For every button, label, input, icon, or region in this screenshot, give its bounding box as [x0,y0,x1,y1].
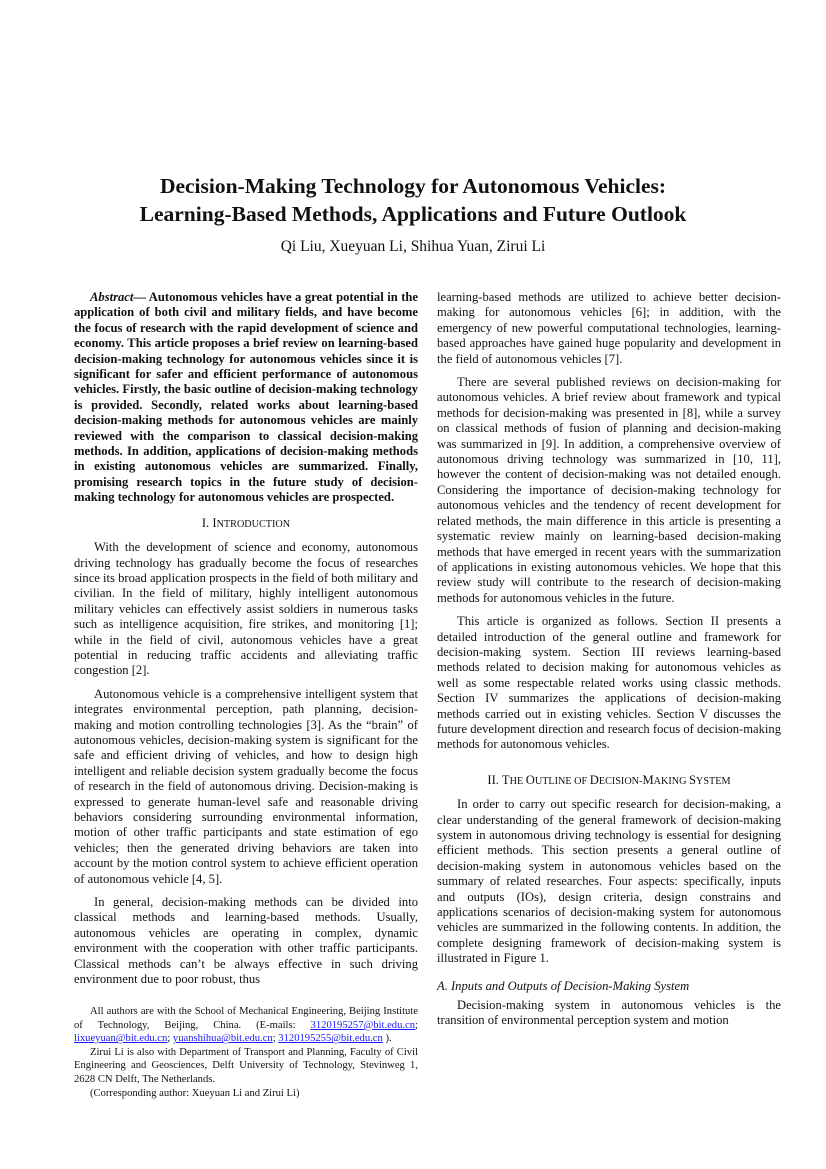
section-heading-outline: II. THE OUTLINE OF DECISION-MAKING SYSTEM [487,772,731,787]
abstract-text: — Autonomous vehicles have a great potential in the application of both civil and military fields, and have become the focus of research with the rapid development of science and economy. This article proposes a brief review on learning-based decision-making technology for autonomous vehicles since it is significant for safer and efficient performance of autonomous vehicles. Firstly, the basic outline of decision-making technology is provided. Secondly, related works about learning-based decision-making methods for autonomous vehicles are mainly reviewed with the comparison to classical decision-making methods. In addition, applications of decision-making methods in existing autonomous vehicles are summarized. Finally, promising research topics in the future study of decision-making technology for autonomous vehicles are prospected. [74,290,418,505]
title-line-1: Decision-Making Technology for Autonomous Vehicles: [159,174,667,198]
intro-paragraph-3: In general, decision-making methods can be divided into classical methods and learning-based methods. Usually, autonomous vehicles are operating in complex, dynamic environment with the cooperation with other traffic participants. Classical methods can’t be always effective in such driving environment due to poor robust, thus [74,895,418,987]
right-column [437,290,781,1029]
intro-paragraph-1: With the development of science and economy, autonomous driving technology has gradually become the focus of researches since its broad application prospects in the field of both military and civilian. In the field of military, highly intelligent autonomous military vehicles can effectively assist soldiers in numerous tasks such as intelligence acquisition, fire strikes, and monitoring [1]; while in the field of civil, autonomous vehicles have a great potential in reducing traffic accidents and alleviating traffic congestion [2]. [74,540,418,678]
inputs-outputs-paragraph: Decision-making system in autonomous vehicles is the transition of environmental perception system and motion [437,998,781,1028]
author-list: Qi Liu, Xueyuan Li, Shihua Yuan, Zirui Li [280,238,546,255]
intro-paragraph-2: Autonomous vehicle is a comprehensive intelligent system that integrates environmental perception, path planning, decision-making and motion controlling technologies [3]. As the “brain” of autonomous vehicles, decision-making system is significant for the safe and efficient driving of vehicles, and how to design high intelligent and reliable decision system gradually become the focus of research in the field of autonomous driving. Decision-making is expressed to generate human-level safe and reasonable driving behaviors considering surrounding environmental information, motion of other traffic participants and state estimation of ego vehicles; then the generated driving behaviors are taken into account by the motion control system to achieve efficient operation of autonomous vehicle [4, 5]. [74,686,418,886]
email-link-3[interactable]: yuanshihua@bit.edu.cn [172,1033,273,1045]
intro-paragraph-3-continued: learning-based methods are utilized to achieve better decision-making for autonomous vehicles [6]; in addition, with the emergency of new powerful computational technologies, learning-based approaches have gained huge popularity and development in the field of autonomous vehicles [7]. [437,290,781,366]
intro-paragraph-4: There are several published reviews on decision-making for autonomous vehicles. A brief review about framework and typical methods for decision-making was presented in [8], while a survey on classical methods of fusion of planning and decision-making was summarized in [9]. In addition, a comprehensive overview of autonomous driving technology was summarized in [10, 11], however the content of decision-making was not detailed enough. Considering the importance of decision-making technology for autonomous vehicles and the tendency of recent development for related methods, the main difference in this article is presenting a systematic review mainly on learning-based decision-making methods that have emerged in recent years with the summarization of applications in existing autonomous vehicles. We hope that this review study will contribute to the research of decision-making methods for autonomous vehicles in the future. [437,375,781,605]
subsection-heading-inputs-outputs: A. Inputs and Outputs of Decision-Making System [437,978,690,993]
email-link-4[interactable]: 3120195255@bit.edu.cn [278,1033,383,1045]
abstract-label: Abstract [90,290,134,304]
footnote-corresponding-author: (Corresponding author: Xueyuan Li and Zirui Li) [90,1087,300,1099]
paper-title [0,172,826,228]
outline-paragraph-1: In order to carry out specific research for decision-making, a clear understanding of the general framework of decision-making system in autonomous driving technology is essential for designing efficient methods. This section presents a general outline of decision-making system in autonomous vehicles based on the summary of related researches. Four aspects: specifically, inputs and outputs (IOs), design criteria, design constrains and applications scenarios of decision-making system for autonomous vehicles are summarized in the following contents. In addition, the complete designing framework of decision-making system is illustrated in Figure 1. [437,797,781,966]
left-column [74,290,418,987]
footnote-second-affiliation: Zirui Li is also with Department of Transport and Planning, Faculty of Civil Engineering and Geosciences, Delft University of Technology, Stevinweg 1, 2628 CN Delft, The Netherlands. [74,1046,418,1085]
footnote-affiliation: All authors are with the School of Mechanical Engineering, Beijing Institute of Technology, Beijing, China. (E-mails: 3120195257@bit.edu.cn; lixueyuan@bit.edu.cn; yuanshihua@bit.edu.cn; 3120195255@bit.edu.cn ). [74,1006,418,1045]
author-footnote [74,1005,418,1100]
abstract [74,290,418,506]
email-link-2[interactable]: lixueyuan@bit.edu.cn [74,1033,168,1045]
section-heading-introduction: I. INTRODUCTION [201,515,291,530]
title-line-2: Learning-Based Methods, Applications and Future Outlook [139,202,687,226]
email-link-1[interactable]: 3120195257@bit.edu.cn [310,1019,416,1031]
intro-paragraph-5: This article is organized as follows. Section II presents a detailed introduction of the general outline and framework for decision-making system. Section III reviews learning-based methods related to decision making for autonomous vehicles as well as some respectable related works using classic methods. Section IV summarizes the applications of decision-making methods carried out in existing vehicles. Section V discusses the future development direction and research focus of decision-making methods for autonomous vehicles. [437,614,781,752]
